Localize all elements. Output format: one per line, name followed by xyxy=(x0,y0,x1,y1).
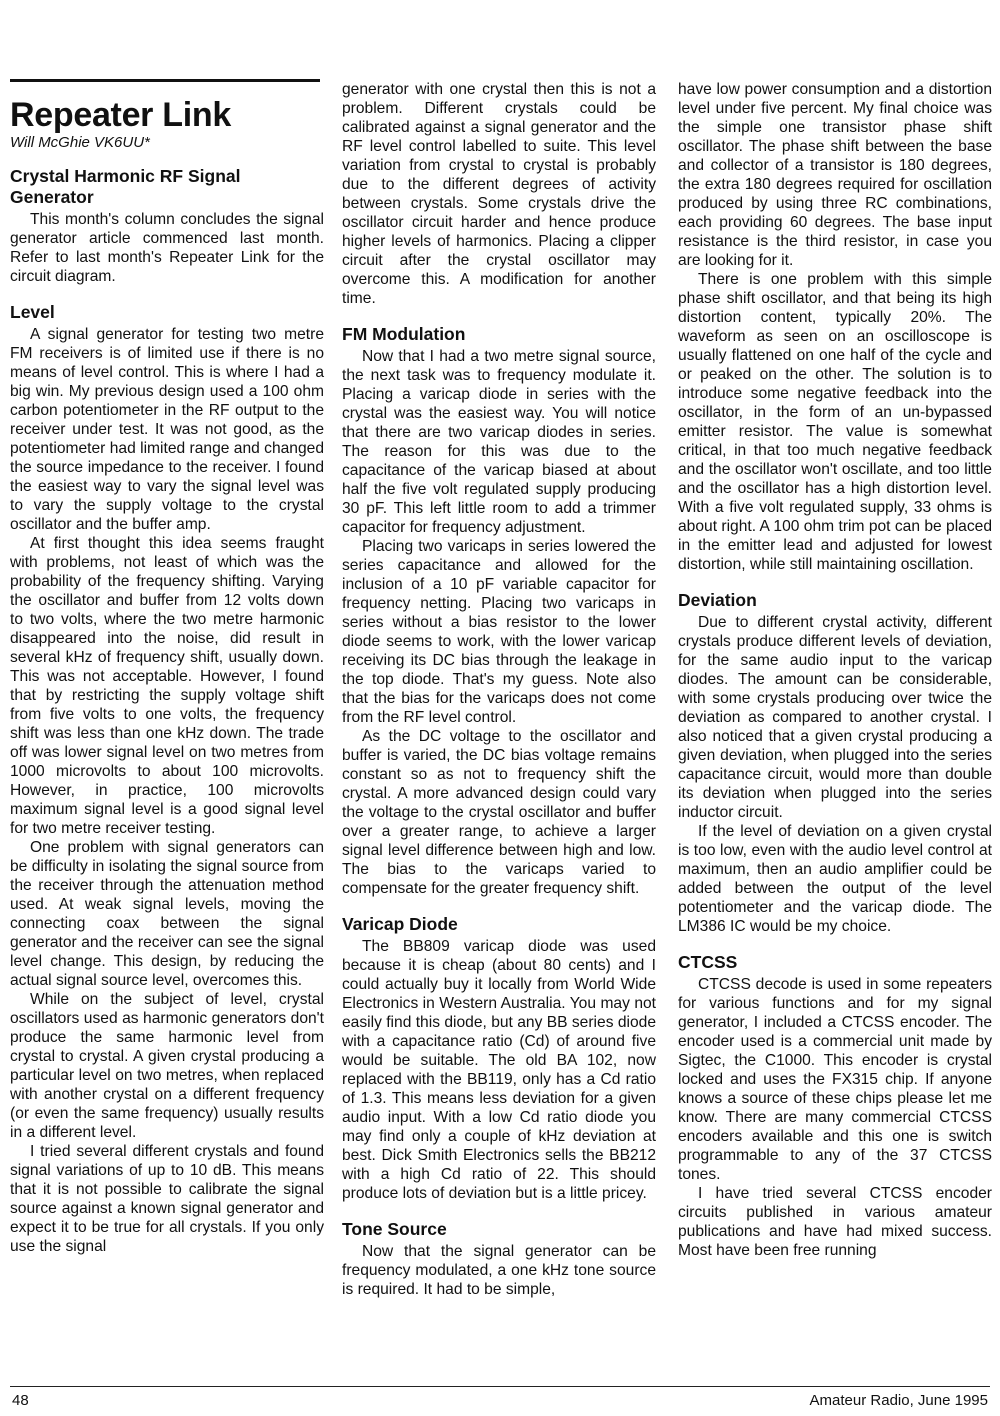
paragraph: Due to different crystal activity, different crystals produce different levels of deviation, for the same audio input to the varicap diodes. The amount can be considerable, with some crystals producing over twice the deviation as compared to another crystal. I also noticed that a given crystal producing a given deviation, when plugged into the series capacitance circuit, would more than double its deviation when plugged into the series inductor circuit. xyxy=(678,614,992,821)
footer-rule xyxy=(10,1386,990,1387)
paragraph: While on the subject of level, crystal oscillators used as harmonic generators don't produce the same harmonic level from crystal to crystal. A given crystal producing a particular level on two metres, when replaced with another crystal on a different frequency (or even the same frequency) usually results in a different level. xyxy=(10,991,324,1141)
heading-varicap-diode: Varicap Diode xyxy=(342,914,458,934)
heading-deviation: Deviation xyxy=(678,590,757,610)
paragraph: generator with one crystal then this is not a problem. Different crystals could be calibrated against a signal generator and the RF level control labelled to suite. This level variation from crystal to crystal is probably due to the different degrees of activity between crystals. Some crystals drive the oscillator circuit harder and hence produce higher levels of harmonics. Placing a clipper circuit after the crystal oscillator may overcome this. A modification for another time. xyxy=(342,81,656,307)
paragraph: The BB809 varicap diode was used because it is cheap (about 80 cents) and I could actually buy it locally from World Wide Electronics in Western Australia. You may not easily find this diode, but any BB series diode with a capacitance ratio (Cd) of around five would be suitable. The old BA 102, now replaced with the BB119, only has a Cd ratio of 1.3. This means less deviation for a given audio input. With a low Cd ratio diode you may find only a couple of kHz deviation at best. Dick Smith Electronics sells the BB212 with a high Cd ratio of 22. This should produce lots of deviation but is a little pricey. xyxy=(342,938,656,1202)
page-number: 48 xyxy=(12,1392,29,1409)
byline: Will McGhie VK6UU* xyxy=(10,134,150,151)
heading-tone-source: Tone Source xyxy=(342,1219,447,1239)
paragraph: CTCSS decode is used in some repeaters for various functions and for my signal generator, I included a CTCSS encoder. The encoder used is a commercial unit made by Sigtec, the C1000. This encoder is crystal locked and uses the FX315 chip. If anyone knows a source of these chips please let me know. There are many commercial CTCSS encoders available and this one is switch programmable to any of the 37 CTCSS tones. xyxy=(678,976,992,1183)
heading-level: Level xyxy=(10,302,55,322)
heading-crystal-harmonic: Crystal Harmonic RF Signal Generator xyxy=(10,166,241,207)
paragraph: As the DC voltage to the oscillator and buffer is varied, the DC bias voltage remains constant so as not to frequency shift the crystal. A more advanced design could vary the voltage to the crystal oscillator and buffer over a greater range, to achieve a larger signal level difference between high and low. The bias to the varicaps varied to compensate for the greater frequency shift. xyxy=(342,728,656,897)
paragraph: If the level of deviation on a given crystal is too low, even with the audio level control at maximum, then an audio amplifier could be added between the output of the level potentiometer and the varicap diode. The LM386 IC would be my choice. xyxy=(678,823,992,935)
paragraph: This month's column concludes the signal generator article commenced last month. Refer to last month's Repeater Link for the circuit diagram. xyxy=(10,211,324,285)
paragraph: Now that I had a two metre signal source, the next task was to frequency modulate it. Placing a varicap diode in series with the crystal was the easiest way. You will notice that there are two varicap diodes in series. The reason for this was due to the capacitance of the varicap biased at about half the five volt regulated supply producing 30 pF. This left little room to add a trimmer capacitor for frequency adjustment. xyxy=(342,348,656,536)
heading-fm-modulation: FM Modulation xyxy=(342,324,466,344)
heading-ctcss: CTCSS xyxy=(678,952,738,972)
page-title: Repeater Link xyxy=(10,96,231,134)
paragraph: A signal generator for testing two metre FM receivers is of limited use if there is no means of level control. This is where I had a big win. My previous design used a 100 ohm carbon potentiometer in the RF output to the receiver under test. It was not good, as the potentiometer had limited range and changed the source impedance to the receiver. I found the easiest way to vary the signal level was to vary the supply voltage to the crystal oscillator and the buffer amp. xyxy=(10,326,324,533)
paragraph: Placing two varicaps in series lowered the series capacitance and allowed for the inclusion of a 10 pF variable capacitor for frequency netting. Placing two varicaps in series without a bias resistor to the lower diode seems to work, with the lower varicap receiving its DC bias through the leakage in the top diode. That's my guess. Note also that the bias for the varicaps does not come from the RF level control. xyxy=(342,538,656,726)
column-2 xyxy=(342,80,656,1299)
paragraph: I have tried several CTCSS encoder circuits published in various amateur publications and have had mixed success. Most have been free running xyxy=(678,1185,992,1259)
column-3 xyxy=(678,80,992,1260)
magazine-issue: Amateur Radio, June 1995 xyxy=(809,1392,988,1409)
paragraph: have low power consumption and a distortion level under five percent. My final choice was the simple one transistor phase shift oscillator. The phase shift between the base and collector of a transistor is 180 degrees, the extra 180 degrees required for oscillation produced by using three RC combinations, each providing 60 degrees. The base input resistance is the third resistor, in case you are looking for it. xyxy=(678,81,992,269)
paragraph: One problem with signal generators can be difficulty in isolating the signal source from the receiver through the attenuation method used. At weak signal levels, moving the connecting coax between the signal generator and the receiver can see the signal level change. This design, by reducing the actual signal source level, overcomes this. xyxy=(10,839,324,989)
column-1 xyxy=(10,80,324,1256)
paragraph: There is one problem with this simple phase shift oscillator, and that being its high distortion content, typically 20%. The waveform as seen on an oscilloscope is usually flattened on one half of the cycle and or peaked on the other. The solution is to introduce some negative feedback into the oscillator, in the form of an un-bypassed emitter resistor. The value is somewhat critical, in that too much negative feedback and the oscillator won't oscillate, and too little and the oscillator has a high distortion level. With a five volt regulated supply, 33 ohms is about right. A 100 ohm trim pot can be placed in the emitter lead and adjusted for lowest distortion, while still maintaining oscillation. xyxy=(678,271,992,573)
paragraph: At first thought this idea seems fraught with problems, not least of which was the probability of the frequency shifting. Varying the oscillator and buffer from 12 volts down to two volts, where the two metre harmonic disappeared into the noise, did result in several kHz of frequency shift, usually down. This was not acceptable. However, I found that by restricting the supply voltage shift from five volts to one volts, the frequency shift was less than one kHz down. The trade off was lower signal level on two metres from 1000 microvolts to about 100 microvolts. However, in practice, 100 microvolts maximum signal level is a good signal level for two metre receiver testing. xyxy=(10,535,324,837)
paragraph: I tried several different crystals and found signal variations of up to 10 dB. This means that it is not possible to calibrate the signal source against a known signal generator and expect it to be true for all crystals. If you only use the signal xyxy=(10,1143,324,1255)
paragraph: Now that the signal generator can be frequency modulated, a one kHz tone source is required. It had to be simple, xyxy=(342,1243,656,1298)
